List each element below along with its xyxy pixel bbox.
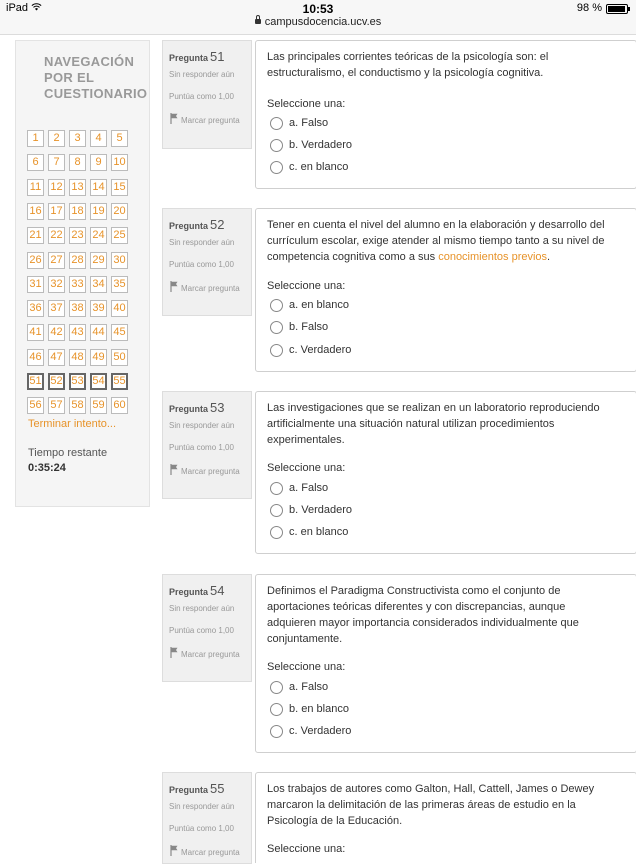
- radio-button[interactable]: [270, 681, 283, 694]
- battery-percent: 98 %: [576, 2, 602, 14]
- answer-prompt: Seleccione una:: [267, 462, 346, 474]
- radio-button[interactable]: [270, 321, 283, 334]
- question-nav-button[interactable]: 11: [27, 179, 44, 196]
- question-nav-button[interactable]: 33: [69, 276, 86, 293]
- flag-question-link[interactable]: Marcar pregunta: [181, 848, 240, 857]
- question-nav-button[interactable]: 55: [111, 373, 128, 390]
- question-text: Las investigaciones que se realizan en un laboratorio reproduciendo artificialmente una situación natural utilizan procedimientos experimentales.: [267, 402, 600, 446]
- question-label: Pregunta 54: [169, 583, 225, 598]
- question-nav-button[interactable]: 53: [69, 373, 86, 390]
- question-number: 53: [210, 400, 225, 415]
- battery-icon: [606, 4, 628, 14]
- question-nav-button[interactable]: 19: [90, 203, 107, 220]
- option-label[interactable]: c. en blanco: [289, 526, 349, 538]
- question-grade: Puntúa como 1,00: [169, 824, 234, 833]
- question-nav-button[interactable]: 36: [27, 300, 44, 317]
- question-nav-button[interactable]: 29: [90, 252, 107, 269]
- radio-button[interactable]: [270, 482, 283, 495]
- radio-button[interactable]: [270, 703, 283, 716]
- question-nav-button[interactable]: 40: [111, 300, 128, 317]
- question-nav-button[interactable]: 25: [111, 227, 128, 244]
- question-nav-button[interactable]: 56: [27, 397, 44, 414]
- question-nav-button[interactable]: 12: [48, 179, 65, 196]
- radio-button[interactable]: [270, 344, 283, 357]
- question-nav-button[interactable]: 26: [27, 252, 44, 269]
- answer-prompt: Seleccione una:: [267, 280, 346, 292]
- url-text: campusdocencia.ucv.es: [264, 16, 382, 28]
- question-nav-button[interactable]: 1: [27, 130, 44, 147]
- question-nav-button[interactable]: 57: [48, 397, 65, 414]
- finish-attempt-link[interactable]: Terminar intento...: [28, 418, 117, 430]
- question-content: [255, 772, 636, 863]
- flag-question-link[interactable]: Marcar pregunta: [181, 116, 240, 125]
- question-info: [162, 772, 252, 864]
- question-nav-button[interactable]: 45: [111, 324, 128, 341]
- question-state: Sin responder aún: [169, 421, 235, 430]
- question-grade: Puntúa como 1,00: [169, 260, 234, 269]
- question-nav-button[interactable]: 41: [27, 324, 44, 341]
- address-bar[interactable]: [0, 16, 636, 28]
- question-nav-button[interactable]: 54: [90, 373, 107, 390]
- question-label: Pregunta 55: [169, 781, 225, 796]
- question-nav-button[interactable]: 13: [69, 179, 86, 196]
- question-nav-button[interactable]: 34: [90, 276, 107, 293]
- status-bar: [0, 0, 636, 35]
- question-nav-button[interactable]: 50: [111, 349, 128, 366]
- question-nav-button[interactable]: 7: [48, 154, 65, 171]
- question-state: Sin responder aún: [169, 70, 235, 79]
- option-label[interactable]: b. Verdadero: [289, 139, 352, 151]
- question-nav-button[interactable]: 20: [111, 203, 128, 220]
- question-nav-button[interactable]: 16: [27, 203, 44, 220]
- question-nav-button[interactable]: 31: [27, 276, 44, 293]
- question-nav-button[interactable]: 18: [69, 203, 86, 220]
- question-label: Pregunta 53: [169, 400, 225, 415]
- question-nav-button[interactable]: 52: [48, 373, 65, 390]
- question-nav-button[interactable]: 17: [48, 203, 65, 220]
- question-nav-button[interactable]: 23: [69, 227, 86, 244]
- question-nav-button[interactable]: 30: [111, 252, 128, 269]
- question-nav-button[interactable]: 5: [111, 130, 128, 147]
- question-nav-button[interactable]: 2: [48, 130, 65, 147]
- question-nav-button[interactable]: 58: [69, 397, 86, 414]
- question-text: Tener en cuenta el nivel del alumno en la elaboración y desarrollo del currículum escolar, exige atender al mismo tiempo tanto a su nivel de competencia cognitiva como a sus conocimientos previos.: [267, 219, 605, 263]
- question-grade: Puntúa como 1,00: [169, 92, 234, 101]
- question-info: [162, 391, 252, 499]
- question-nav-button[interactable]: 43: [69, 324, 86, 341]
- question-text: Definimos el Paradigma Constructivista como el conjunto de aportaciones teóricas diferentes y con discrepancias, aunque adquieren mayor importancia considerados individualmente que conjuntamente.: [267, 585, 579, 645]
- clock: 10:53: [302, 2, 334, 16]
- question-number: 51: [210, 49, 225, 64]
- option-label[interactable]: b. en blanco: [289, 703, 349, 715]
- radio-button[interactable]: [270, 299, 283, 312]
- question-grade: Puntúa como 1,00: [169, 443, 234, 452]
- question-nav-button[interactable]: 38: [69, 300, 86, 317]
- question-number: 55: [210, 781, 225, 796]
- question-nav-button[interactable]: 44: [90, 324, 107, 341]
- question-nav-button[interactable]: 48: [69, 349, 86, 366]
- question-nav-button[interactable]: 39: [90, 300, 107, 317]
- option-label[interactable]: c. Verdadero: [289, 725, 352, 737]
- question-nav-button[interactable]: 27: [48, 252, 65, 269]
- flag-question-link[interactable]: Marcar pregunta: [181, 284, 240, 293]
- question-nav-button[interactable]: 60: [111, 397, 128, 414]
- question-nav-button[interactable]: 59: [90, 397, 107, 414]
- question-nav-button[interactable]: 21: [27, 227, 44, 244]
- question-number: 52: [210, 217, 225, 232]
- question-nav-button[interactable]: 22: [48, 227, 65, 244]
- question-nav-button[interactable]: 28: [69, 252, 86, 269]
- radio-button[interactable]: [270, 161, 283, 174]
- question-label: Pregunta 51: [169, 49, 225, 64]
- question-nav-button[interactable]: 42: [48, 324, 65, 341]
- question-nav-button[interactable]: 4: [90, 130, 107, 147]
- option-label[interactable]: a. Falso: [289, 117, 329, 129]
- question-text: Las principales corrientes teóricas de la psicología son: el estructuralismo, el conductismo y la psicología cognitiva.: [267, 51, 549, 79]
- question-nav-button[interactable]: 3: [69, 130, 86, 147]
- question-nav-button[interactable]: 10: [111, 154, 128, 171]
- option-label[interactable]: a. en blanco: [289, 299, 349, 311]
- question-grade: Puntúa como 1,00: [169, 626, 234, 635]
- question-nav-button[interactable]: 47: [48, 349, 65, 366]
- flag-question-link[interactable]: Marcar pregunta: [181, 467, 240, 476]
- answer-prompt: Seleccione una:: [267, 843, 346, 855]
- answer-prompt: Seleccione una:: [267, 661, 346, 673]
- question-nav-button[interactable]: 37: [48, 300, 65, 317]
- device-name: iPad: [6, 2, 29, 14]
- question-content: [255, 208, 636, 372]
- question-label: Pregunta 52: [169, 217, 225, 232]
- question-nav-button[interactable]: 35: [111, 276, 128, 293]
- question-state: Sin responder aún: [169, 604, 235, 613]
- question-nav-button[interactable]: 51: [27, 373, 44, 390]
- time-left-value: 0:35:24: [28, 462, 66, 474]
- option-label[interactable]: c. en blanco: [289, 161, 349, 173]
- question-content: [255, 391, 636, 554]
- radio-button[interactable]: [270, 504, 283, 517]
- question-nav-button[interactable]: 9: [90, 154, 107, 171]
- question-text: Los trabajos de autores como Galton, Hall, Cattell, James o Dewey marcaron la delimitación de las primeras áreas de estudio en la Psicología de la Educación.: [267, 783, 595, 827]
- question-nav-button[interactable]: 32: [48, 276, 65, 293]
- question-state: Sin responder aún: [169, 802, 235, 811]
- option-label[interactable]: a. Falso: [289, 482, 329, 494]
- radio-button[interactable]: [270, 526, 283, 539]
- question-nav-button[interactable]: 24: [90, 227, 107, 244]
- question-nav-button[interactable]: 6: [27, 154, 44, 171]
- radio-button[interactable]: [270, 725, 283, 738]
- option-label[interactable]: b. Verdadero: [289, 504, 352, 516]
- question-nav-button[interactable]: 49: [90, 349, 107, 366]
- question-nav-button[interactable]: 46: [27, 349, 44, 366]
- question-info: [162, 40, 252, 149]
- question-info: [162, 208, 252, 316]
- lock-icon: [255, 19, 261, 24]
- question-info: [162, 574, 252, 682]
- question-state: Sin responder aún: [169, 238, 235, 247]
- question-nav-button[interactable]: 8: [69, 154, 86, 171]
- glossary-link[interactable]: conocimientos previos: [438, 251, 548, 263]
- radio-button[interactable]: [270, 139, 283, 152]
- question-content: [255, 40, 636, 189]
- answer-prompt: Seleccione una:: [267, 98, 346, 110]
- quiz-navigation-block: [15, 40, 150, 507]
- flag-question-link[interactable]: Marcar pregunta: [181, 650, 240, 659]
- nav-title: NAVEGACIÓN POR EL CUESTIONARIO: [44, 54, 148, 101]
- question-nav-button[interactable]: 14: [90, 179, 107, 196]
- question-nav-button[interactable]: 15: [111, 179, 128, 196]
- option-label[interactable]: a. Falso: [289, 681, 329, 693]
- radio-button[interactable]: [270, 117, 283, 130]
- time-left-label: Tiempo restante: [28, 447, 108, 459]
- question-number: 54: [210, 583, 225, 598]
- option-label[interactable]: c. Verdadero: [289, 344, 352, 356]
- question-content: [255, 574, 636, 753]
- option-label[interactable]: b. Falso: [289, 321, 329, 333]
